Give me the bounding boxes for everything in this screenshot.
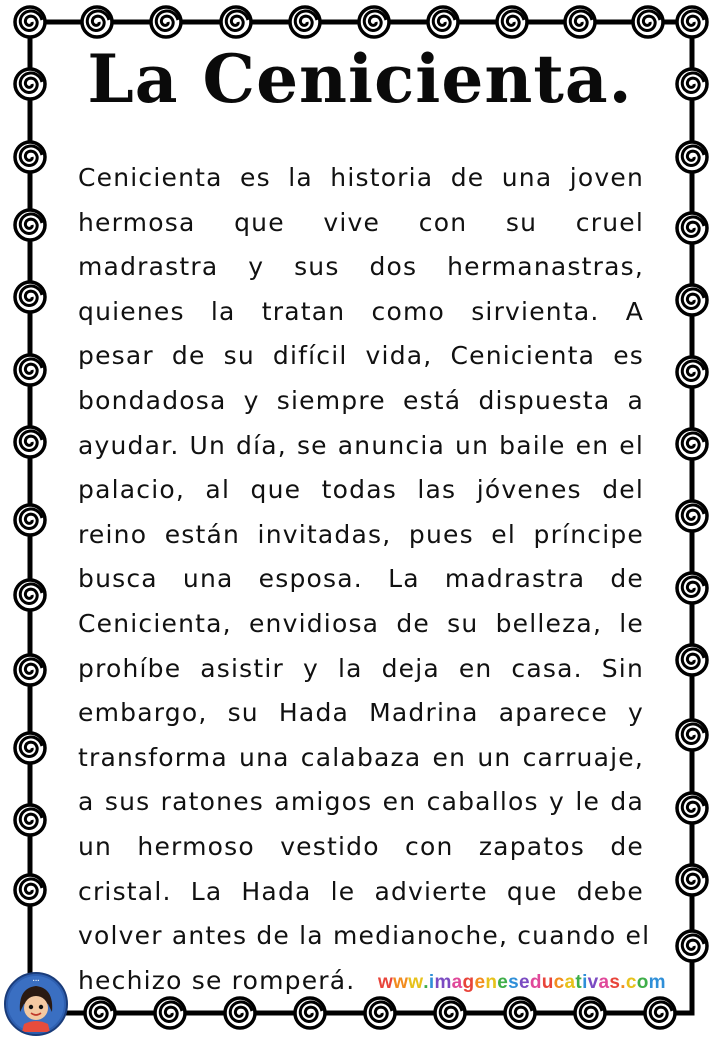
spiral-border-icon xyxy=(677,720,707,750)
story-line: prohíbe asistir y la deja en casa. Sin xyxy=(78,653,644,683)
story-line: reino están invitadas, pues el príncipe xyxy=(78,519,644,549)
spiral-border-icon xyxy=(633,7,663,37)
story-line: embargo, su Hada Madrina aparece y xyxy=(78,698,644,728)
spiral-border-icon xyxy=(565,7,595,37)
story-line: hechizo se romperá. xyxy=(78,965,356,995)
story-line: pesar de su difícil vida, Cenicienta es xyxy=(78,341,644,371)
spiral-border-icon xyxy=(15,142,45,172)
spiral-border-icon xyxy=(221,7,251,37)
svg-text:•••: ••• xyxy=(32,978,40,983)
spiral-border-icon xyxy=(15,580,45,610)
spiral-border-icon xyxy=(677,645,707,675)
spiral-border-icon xyxy=(677,573,707,603)
spiral-border-icon xyxy=(677,865,707,895)
spiral-border-icon xyxy=(677,501,707,531)
spiral-border-icon xyxy=(677,7,707,37)
spiral-border-icon xyxy=(15,7,45,37)
spiral-border-icon xyxy=(15,805,45,835)
spiral-border-icon xyxy=(645,998,675,1028)
story-line: hermosa que vive con su cruel xyxy=(78,207,644,237)
story-line: ayudar. Un día, se anuncia un baile en el xyxy=(78,430,644,460)
spiral-border-icon xyxy=(677,213,707,243)
story-line: quienes la tratan como sirvienta. A xyxy=(78,296,644,326)
spiral-border-icon xyxy=(677,142,707,172)
story-line: Cenicienta es la historia de una joven xyxy=(78,163,644,192)
spiral-border-icon xyxy=(677,793,707,823)
website-url[interactable]: www.imageneseducativas.com xyxy=(378,972,666,993)
story-line: Cenicienta, envidiosa de su belleza, le xyxy=(78,608,644,638)
story-line: bondadosa y siempre está dispuesta a xyxy=(78,385,644,415)
story-line: a sus ratones amigos en caballos y le da xyxy=(78,787,644,817)
story-line: transforma una calabaza en un carruaje, xyxy=(78,742,644,772)
spiral-border-icon xyxy=(290,7,320,37)
story-line: busca una esposa. La madrastra de xyxy=(78,564,644,594)
story-text xyxy=(78,156,651,1003)
spiral-border-icon xyxy=(15,655,45,685)
spiral-border-icon xyxy=(15,210,45,240)
spiral-border-icon xyxy=(15,355,45,385)
spiral-border-icon xyxy=(15,505,45,535)
spiral-border-icon xyxy=(151,7,181,37)
spiral-border-icon xyxy=(677,357,707,387)
logo-girl-icon xyxy=(4,972,68,1036)
page-title: La Cenicienta. xyxy=(87,40,633,118)
spiral-border-icon xyxy=(15,282,45,312)
spiral-border-icon xyxy=(359,7,389,37)
spiral-border-icon xyxy=(15,733,45,763)
spiral-border-icon xyxy=(15,427,45,457)
story-line: cristal. La Hada le advierte que debe xyxy=(78,876,644,906)
spiral-border-icon xyxy=(677,285,707,315)
story-line: volver antes de la medianoche, cuando el xyxy=(78,921,651,951)
spiral-border-icon xyxy=(15,875,45,905)
story-line: madrastra y sus dos hermanastras, xyxy=(78,252,644,282)
spiral-border-icon xyxy=(82,7,112,37)
spiral-border-icon xyxy=(677,931,707,961)
spiral-border-icon xyxy=(497,7,527,37)
story-line: un hermoso vestido con zapatos de xyxy=(78,831,644,861)
story-line: palacio, al que todas las jóvenes del xyxy=(78,475,644,505)
spiral-border-icon xyxy=(428,7,458,37)
spiral-border-icon xyxy=(677,429,707,459)
